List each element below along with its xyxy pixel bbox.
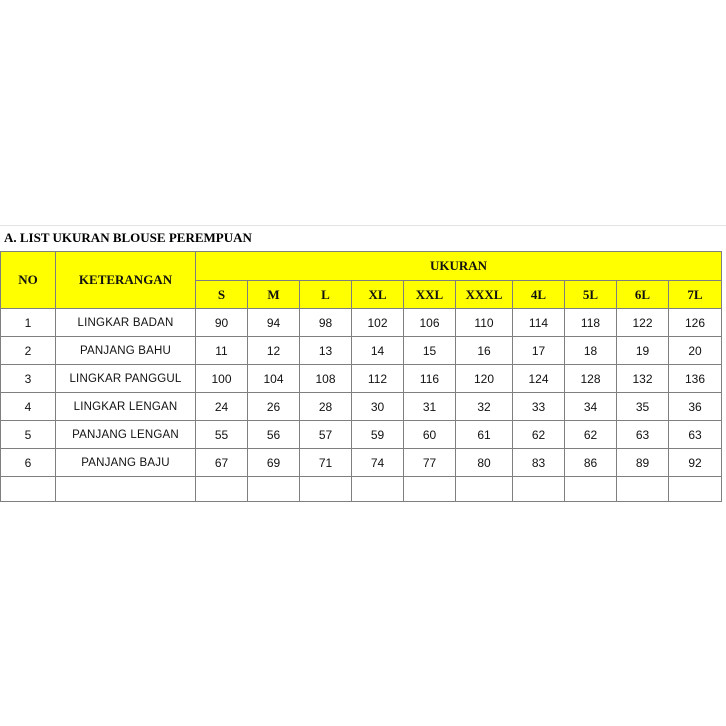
empty-row [1, 477, 722, 502]
measure-cell: 89 [617, 449, 669, 477]
header-keterangan: KETERANGAN [56, 252, 196, 309]
measure-cell: 62 [513, 421, 565, 449]
measure-cell: 36 [669, 393, 722, 421]
measure-cell: 86 [565, 449, 617, 477]
measure-cell: 67 [196, 449, 248, 477]
empty-cell [56, 477, 196, 502]
size-header: 4L [513, 281, 565, 309]
measure-cell: 55 [196, 421, 248, 449]
sheet-top-divider [0, 225, 726, 226]
measure-cell: 108 [300, 365, 352, 393]
measure-cell: 80 [456, 449, 513, 477]
measure-cell: 71 [300, 449, 352, 477]
size-header: M [248, 281, 300, 309]
measure-cell: 110 [456, 309, 513, 337]
measure-cell: 35 [617, 393, 669, 421]
table-row [1, 421, 722, 449]
measure-cell: 120 [456, 365, 513, 393]
table-row [1, 393, 722, 421]
empty-cell [513, 477, 565, 502]
measure-cell: 128 [565, 365, 617, 393]
empty-cell [565, 477, 617, 502]
measure-cell: 60 [404, 421, 456, 449]
measure-cell: 18 [565, 337, 617, 365]
empty-cell [196, 477, 248, 502]
measure-cell: 112 [352, 365, 404, 393]
row-number: 3 [1, 365, 56, 393]
measure-cell: 102 [352, 309, 404, 337]
measure-cell: 31 [404, 393, 456, 421]
measure-cell: 19 [617, 337, 669, 365]
empty-cell [352, 477, 404, 502]
measure-cell: 62 [565, 421, 617, 449]
measure-cell: 20 [669, 337, 722, 365]
size-header: 7L [669, 281, 722, 309]
size-header: 5L [565, 281, 617, 309]
measure-cell: 30 [352, 393, 404, 421]
measure-cell: 63 [617, 421, 669, 449]
table-row [1, 365, 722, 393]
row-number: 5 [1, 421, 56, 449]
size-header: XL [352, 281, 404, 309]
table-row [1, 337, 722, 365]
empty-cell [1, 477, 56, 502]
measure-cell: 11 [196, 337, 248, 365]
row-number: 4 [1, 393, 56, 421]
size-header: XXXL [456, 281, 513, 309]
header-row-top [1, 252, 722, 281]
measure-cell: 61 [456, 421, 513, 449]
measure-cell: 122 [617, 309, 669, 337]
size-header: L [300, 281, 352, 309]
measure-cell: 77 [404, 449, 456, 477]
row-number: 2 [1, 337, 56, 365]
measure-cell: 56 [248, 421, 300, 449]
empty-cell [617, 477, 669, 502]
measure-cell: 100 [196, 365, 248, 393]
measure-cell: 17 [513, 337, 565, 365]
measure-cell: 14 [352, 337, 404, 365]
table-title: A. LIST UKURAN BLOUSE PEREMPUAN [4, 230, 252, 245]
measure-cell: 90 [196, 309, 248, 337]
row-label: PANJANG BAHU [56, 337, 196, 365]
row-label: LINGKAR BADAN [56, 309, 196, 337]
measure-cell: 94 [248, 309, 300, 337]
measure-cell: 32 [456, 393, 513, 421]
table-row [1, 309, 722, 337]
size-header: 6L [617, 281, 669, 309]
spreadsheet-region [0, 225, 726, 503]
header-ukuran: UKURAN [196, 252, 722, 281]
measure-cell: 106 [404, 309, 456, 337]
measure-cell: 114 [513, 309, 565, 337]
size-chart-table [0, 251, 722, 502]
empty-cell [300, 477, 352, 502]
size-header: XXL [404, 281, 456, 309]
row-number: 1 [1, 309, 56, 337]
header-no: NO [1, 252, 56, 309]
empty-cell [404, 477, 456, 502]
measure-cell: 63 [669, 421, 722, 449]
measure-cell: 98 [300, 309, 352, 337]
row-label: LINGKAR LENGAN [56, 393, 196, 421]
size-header: S [196, 281, 248, 309]
measure-cell: 15 [404, 337, 456, 365]
measure-cell: 69 [248, 449, 300, 477]
measure-cell: 13 [300, 337, 352, 365]
measure-cell: 132 [617, 365, 669, 393]
measure-cell: 116 [404, 365, 456, 393]
measure-cell: 104 [248, 365, 300, 393]
measure-cell: 12 [248, 337, 300, 365]
measure-cell: 16 [456, 337, 513, 365]
measure-cell: 57 [300, 421, 352, 449]
measure-cell: 24 [196, 393, 248, 421]
row-number: 6 [1, 449, 56, 477]
measure-cell: 28 [300, 393, 352, 421]
measure-cell: 118 [565, 309, 617, 337]
empty-cell [669, 477, 722, 502]
empty-cell [248, 477, 300, 502]
table-row [1, 449, 722, 477]
measure-cell: 34 [565, 393, 617, 421]
measure-cell: 83 [513, 449, 565, 477]
row-label: PANJANG BAJU [56, 449, 196, 477]
empty-cell [456, 477, 513, 502]
row-label: LINGKAR PANGGUL [56, 365, 196, 393]
measure-cell: 92 [669, 449, 722, 477]
row-label: PANJANG LENGAN [56, 421, 196, 449]
measure-cell: 124 [513, 365, 565, 393]
measure-cell: 33 [513, 393, 565, 421]
measure-cell: 26 [248, 393, 300, 421]
measure-cell: 59 [352, 421, 404, 449]
measure-cell: 126 [669, 309, 722, 337]
measure-cell: 136 [669, 365, 722, 393]
measure-cell: 74 [352, 449, 404, 477]
